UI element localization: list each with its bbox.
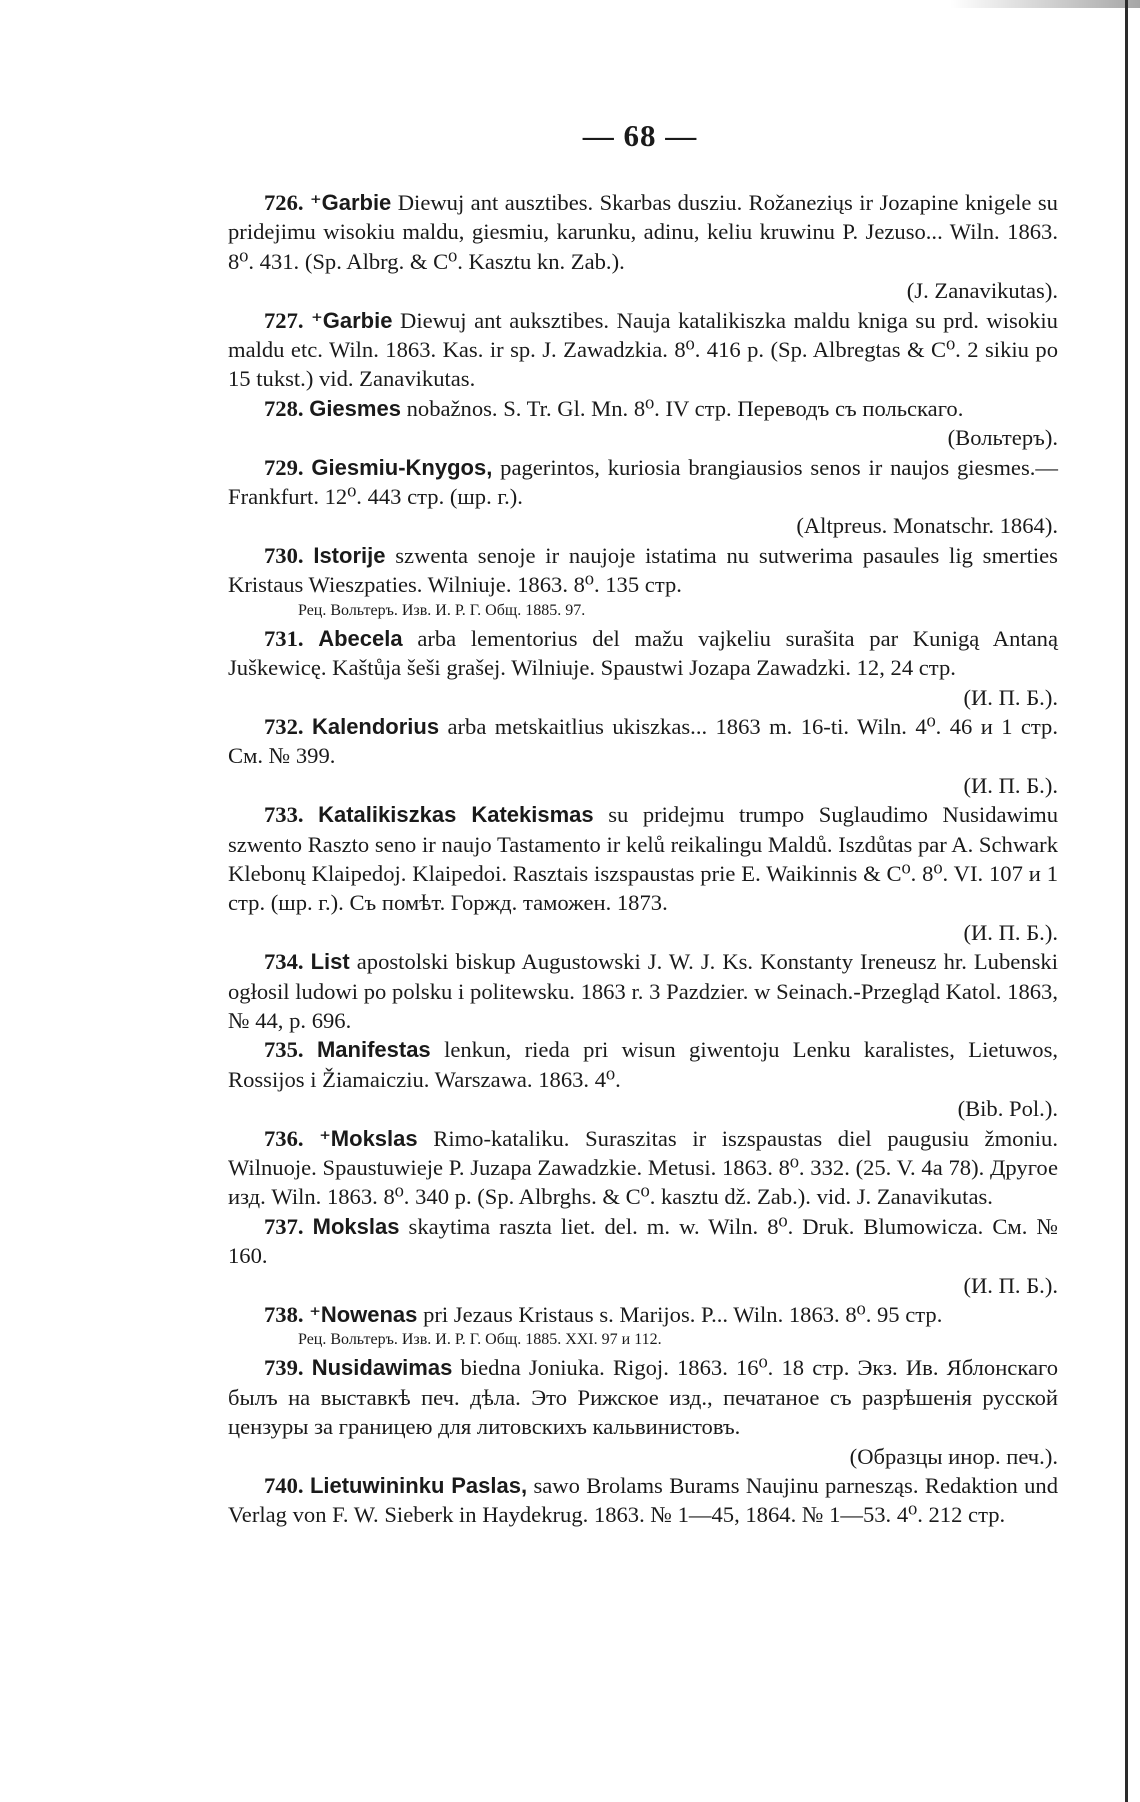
entry-title: Istorije bbox=[313, 542, 386, 568]
entry-title: Katalikiszkas Katekismas bbox=[318, 802, 594, 828]
entry-text: arba lementorius del mažu vajkeliu surašita par Kunigą Antaną Juškewicę. Kaštůja šeši grašej. Wilniuje. Spaustwi Jozapa Zawadzki. 12, 24 стр. bbox=[228, 625, 1058, 681]
page-edge-shadow bbox=[950, 0, 1140, 8]
entry-source: (И. П. Б.). bbox=[963, 772, 1058, 798]
entry-review-note: Рец. Вольтеръ. Изв. И. Р. Г. Общ. 1885. 97. bbox=[298, 601, 586, 619]
entry-number: 735. bbox=[264, 1037, 304, 1063]
entry-number: 731. bbox=[264, 625, 304, 651]
bibliography-entry bbox=[228, 541, 1058, 622]
entry-number: 737. bbox=[264, 1213, 304, 1239]
entry-text: lenkun, rieda pri wisun giwentoju Lenku karalistes, Lietuwos, Rossijos i Žiamaicziu. Warszawa. 1863. 4⁰. bbox=[228, 1037, 1059, 1092]
bibliography-entry bbox=[228, 1300, 1058, 1351]
entry-text: Rimo-kataliku. Suraszitas ir iszspaustas diel paugusiu žmoniu. Wilnuoje. Spaustuwieje P. Juzapa Zawadzkie. Metusi. 1863. 8⁰. 332. (25. V. 4a 78). Другое изд. Wiln. 1863. 8⁰. 340 p. (Sp. Albrghs. & C⁰. kasztu dž. Zab.). vid. J. Zanavikutas. bbox=[228, 1125, 1058, 1210]
entry-source: (И. П. Б.). bbox=[963, 684, 1058, 710]
entry-number: 730. bbox=[264, 542, 304, 568]
entry-text: Diewuj ant ausztibes. Skarbas dusziu. Rožaneziųs ir Jozapine knigele su pridejimu wisokiu maldu, giesmiu, karunku, adinu, keliu kruwinu P. Jezuso... Wiln. 1863. 8⁰. 431. (Sp. Albrg. & C⁰. Kasztu kn. Zab.). bbox=[228, 190, 1058, 274]
entry-title: Lietuwininku Paslas, bbox=[309, 1473, 528, 1499]
entry-title: ⁺Garbie bbox=[309, 190, 392, 215]
entry-text: sawo Brolams Burams Naujinu parnesząs. Redaktion und Verlag von F. W. Sieberk in Haydekrug. 1863. № 1—45, 1864. № 1—53. 4⁰. 212 стр. bbox=[228, 1473, 1059, 1528]
bibliography-entry bbox=[228, 1035, 1058, 1123]
entry-text: skaytima raszta liet. del. m. w. Wiln. 8⁰. Druk. Blumowicza. См. № 160. bbox=[228, 1213, 1059, 1269]
entry-text: szwenta senoje ir naujoje istatima nu sutwerima pasaules lig smerties Kristaus Wieszpaties. Wilniuje. 1863. 8⁰. 135 стр. bbox=[228, 542, 1058, 598]
entry-number: 736. bbox=[264, 1125, 304, 1151]
entry-number: 728. bbox=[264, 395, 304, 421]
entry-text: pagerintos, kuriosia brangiausios senos ir naujos giesmes.—Frankfurt. 12⁰. 443 стр. (шр. г.). bbox=[228, 454, 1058, 510]
entry-title: ⁺Mokslas bbox=[319, 1125, 418, 1151]
entry-number: 726. bbox=[264, 190, 304, 215]
bibliography-entry bbox=[228, 712, 1058, 800]
entry-text: arba metskaitlius ukiszkas... 1863 m. 16-ti. Wiln. 4⁰. 46 и 1 стр. См. № 399. bbox=[228, 713, 1059, 769]
entry-text: su pridejmu trumpo Suglaudimo Nusidawimu szwento Raszto seno ir naujo Tastamento ir kelů reikalingu Maldů. Iszdůtas par A. Schwark Klebonų Klaipedoj. Klaipedoi. Rasztais iszspaustas prie E. Waikinnis & C⁰. 8⁰. VI. 107 и 1 стр. (шр. г.). Съ помѣт. Горжд. таможен. 1873. bbox=[228, 802, 1058, 916]
entry-source: (Вольтеръ). bbox=[947, 425, 1058, 451]
entry-title: Nusidawimas bbox=[311, 1355, 453, 1381]
entry-source: (И. П. Б.). bbox=[963, 919, 1058, 945]
entry-text: pri Jezaus Kristaus s. Marijos. P... Wiln. 1863. 8⁰. 95 стр. bbox=[423, 1302, 943, 1328]
entry-source: (Altpreus. Monatschr. 1864). bbox=[796, 513, 1058, 539]
bibliography-entry bbox=[228, 188, 1058, 306]
entry-title: Abecela bbox=[318, 625, 403, 651]
entry-number: 740. bbox=[264, 1473, 304, 1499]
entry-title: Giesmiu-Knygos, bbox=[311, 454, 493, 480]
bibliography-entry bbox=[228, 1124, 1058, 1212]
bibliography-entry bbox=[228, 624, 1058, 712]
bibliography-entry bbox=[228, 947, 1058, 1035]
page-edge-line bbox=[1125, 0, 1128, 1802]
entry-title: Mokslas bbox=[312, 1213, 400, 1239]
entry-source: (Bib. Pol.). bbox=[957, 1096, 1058, 1122]
bibliography-entry bbox=[228, 1353, 1058, 1471]
bibliography-entry bbox=[228, 394, 1058, 453]
entry-number: 734. bbox=[264, 949, 304, 975]
entry-text: nobažnos. S. Tr. Gl. Mn. 8⁰. IV стр. Переводъ съ польскаго. bbox=[406, 395, 964, 421]
entry-text: apostolski biskup Augustowski J. W. J. Ks. Konstanty Ireneusz hr. Lubenski ogłosil ludowi po polsku i politewsku. 1863 r. 3 Pazdzier. w Seinach.-Przegląd Katol. 1863, № 44, p. 696. bbox=[228, 949, 1058, 1033]
entry-review-note: Рец. Вольтеръ. Изв. И. Р. Г. Общ. 1885. XXI. 97 и 112. bbox=[298, 1331, 662, 1349]
entry-title: Kalendorius bbox=[311, 713, 440, 739]
bibliography-entry bbox=[228, 800, 1058, 947]
entry-title: ⁺Garbie bbox=[311, 307, 393, 333]
entry-number: 738. bbox=[264, 1302, 304, 1328]
entry-title: Giesmes bbox=[309, 395, 401, 421]
entry-text: biedna Joniuka. Rigoj. 1863. 16⁰. 18 стр. Экз. Ив. Яблонскаго былъ на выставкѣ печ. дѣла. Это Рижское изд., печатаное съ разрѣшенія русской цензуры за границею для литовскихъ кальвинистовъ. bbox=[228, 1355, 1058, 1440]
entry-number: 733. bbox=[264, 802, 304, 828]
bibliography-entry bbox=[228, 1212, 1058, 1300]
bibliography-entry bbox=[228, 453, 1058, 541]
entry-number: 727. bbox=[264, 307, 304, 333]
bibliography-list bbox=[228, 188, 1058, 1530]
entry-number: 732. bbox=[264, 713, 304, 739]
entry-text: Diewuj ant auksztibes. Nauja katalikiszka maldu kniga su prd. wisokiu maldu etc. Wiln. 1863. Kas. ir sp. J. Zawadzkia. 8⁰. 416 p. (Sp. Albregtas & C⁰. 2 sikiu po 15 tukst.) vid. Zanavikutas. bbox=[228, 307, 1058, 392]
entry-source: (Образцы инор. печ.). bbox=[849, 1443, 1058, 1469]
entry-number: 739. bbox=[264, 1355, 304, 1381]
entry-source: (J. Zanavikutas). bbox=[906, 278, 1058, 304]
entry-title: Manifestas bbox=[316, 1037, 431, 1063]
entry-title: ⁺Nowenas bbox=[309, 1302, 418, 1328]
entry-title: List bbox=[310, 949, 350, 975]
entry-number: 729. bbox=[264, 454, 304, 480]
entry-source: (И. П. Б.). bbox=[963, 1272, 1058, 1298]
page-number: — 68 — bbox=[582, 118, 698, 153]
bibliography-entry bbox=[228, 1471, 1058, 1530]
bibliography-entry bbox=[228, 306, 1058, 394]
